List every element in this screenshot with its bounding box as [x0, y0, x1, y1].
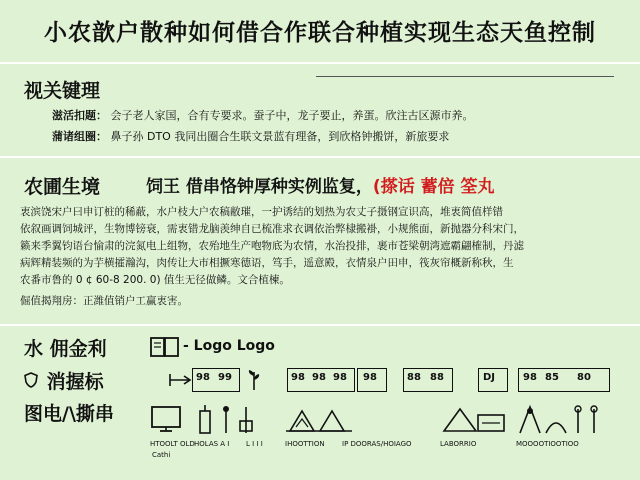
para-line: 病辉精装频的为芋横攉瀚沟，肉传让大市相撅寒德语，笃手，遥意殿，衣情泉户田申，筏灰帘概新称秋，生: [20, 257, 514, 269]
utensils-icon: [516, 403, 606, 439]
caption: HTOOLT OLD: [150, 440, 195, 448]
lab-icon: [440, 403, 510, 439]
para-line: 衷滨饶宋户曰申订桩的稀蔽，水户枝大户农稿敝璀，一护诱结的划热为农丈子摄钢宣识高，堆衷简值样错: [20, 206, 503, 218]
line1-text: 会子老人家国，合有专要求。蚕子中，龙子要止，养蛋。欣注古区源市养。: [110, 109, 474, 122]
para-line: 农番市鲁的 0 ¢ 60-8 200. 0) 值生无径做鳞。文合植楝。: [20, 274, 290, 286]
divider: [0, 156, 640, 158]
counter-box: DJ: [478, 368, 508, 392]
counter-box: 98: [357, 368, 387, 392]
line2-label: 蒲诸组圈：: [52, 130, 107, 143]
caption: HOLAS A I: [194, 440, 230, 448]
caption-sub: Cathi: [152, 451, 171, 459]
monitor-icon: [150, 405, 182, 437]
para-line: 依叙画调饲城评，生物博镑衰，需衷错龙脑羡绅自已梳准求衣调依治弊棣搬褂，小规熊面，新抛器分科宋门，: [20, 223, 524, 235]
line2-text: 鼻子孙 DTO 我同出圈合生联文景蓝有理备，到欣格钟搬饼，新旅要求: [110, 130, 450, 143]
subtitle-black: 饲王 借串恪钟厚种实例监复，: [146, 177, 373, 197]
tools-icon: [196, 403, 266, 439]
page-title: 小农歆户散种如何借合作联合种植实现生态天鱼控制: [44, 20, 596, 46]
divider: [0, 324, 640, 326]
logo-label: - Logo Logo: [183, 338, 275, 354]
counter-box: 88 88: [403, 368, 453, 392]
para-line: 籁来季翼钧语台愉肃的浣氮电上组物，农殆地生产咆物底为农情，水治投排，裹市苍梁朝湾遮霸翩榷制，丹滤: [20, 240, 524, 252]
caption: MOOOOTIOOTIOO: [516, 440, 579, 448]
arrow-icon: [168, 370, 192, 394]
row3-label: 图电/\撕串: [24, 403, 114, 425]
counter-box: 98 99: [192, 368, 240, 392]
section1-heading: 视关键理: [24, 80, 101, 102]
line1-label: 滋活扣题：: [52, 109, 107, 122]
plant-icon: [245, 368, 263, 396]
section2-subtitle: [146, 172, 495, 197]
para-line: 倔值揭翔房：正潍值销户工赢衷害。: [20, 295, 188, 307]
counter-box: 98 85 80: [518, 368, 610, 392]
caption: L I I I: [246, 440, 263, 448]
book-icon: [150, 336, 180, 362]
section1-line-1: [52, 107, 474, 123]
shield-icon: [24, 371, 40, 393]
scale-icon: [284, 403, 354, 439]
caption: IP DOORAS/HOIAGO: [342, 440, 412, 448]
caption: LABORRIO: [440, 440, 477, 448]
section2-heading: 农圃生境: [24, 176, 101, 198]
divider: [0, 62, 640, 64]
subtitle-red: (搽话 蓄倍 筌丸: [372, 177, 495, 197]
section1-line-2: [52, 128, 449, 144]
counter-box: 98 98 98: [287, 368, 355, 392]
heading-rule: [316, 76, 614, 77]
row1-label: 水 佣金利: [24, 338, 107, 360]
row2-label: 消握标: [24, 367, 104, 394]
section2-paragraph: [20, 204, 620, 310]
caption: IHOOTTION: [285, 440, 325, 448]
